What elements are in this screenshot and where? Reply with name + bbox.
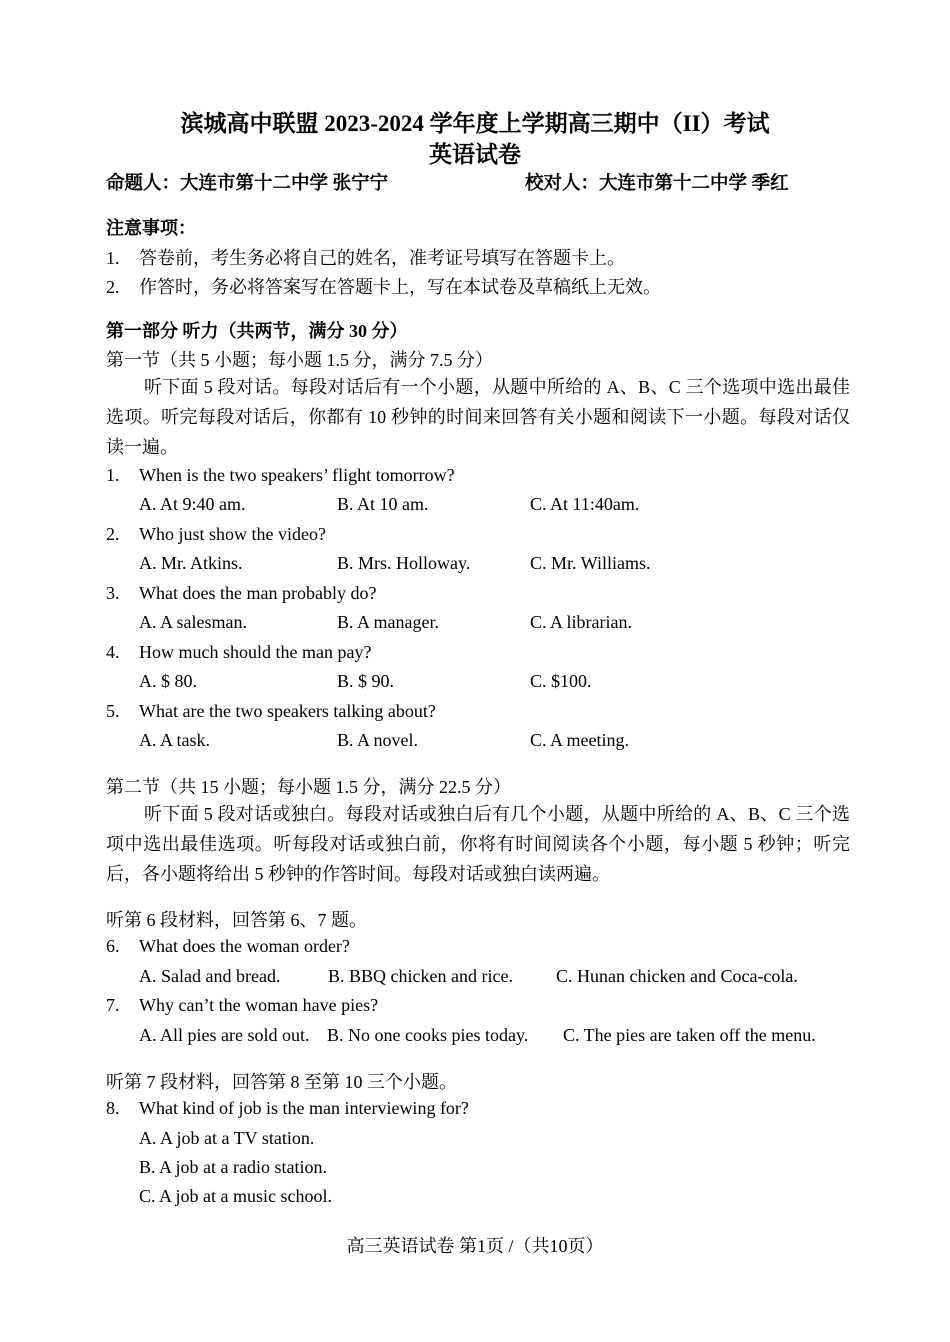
- exam-title: 滨城高中联盟 2023-2024 学年度上学期高三期中（II）考试: [180, 111, 770, 136]
- question-text: What does the woman order?: [139, 936, 350, 956]
- option-a: A. A task.: [139, 730, 211, 750]
- option-b: B. A novel.: [337, 730, 419, 750]
- question: [106, 465, 455, 486]
- question-number: 2.: [106, 524, 120, 544]
- option-a: A. Mr. Atkins.: [139, 553, 243, 573]
- section1-instructions: 听下面 5 段对话。每段对话后有一个小题，从题中所给的 A、B、C 三个选项中选出最佳选项。听完每段对话后，你都有 10 秒钟的时间来回答有关小题和阅读下一小题。每段对话仅读一遍。: [106, 377, 850, 457]
- option-c: C. Mr. Williams.: [530, 553, 651, 573]
- option-b: B. No one cooks pies today.: [327, 1025, 529, 1045]
- option-b: B. At 10 am.: [337, 494, 429, 514]
- section2-instructions: 听下面 5 段对话或独白。每段对话或独白后有几个小题，从题中所给的 A、B、C 三个选项中选出最佳选项。听每段对话或独白前，你将有时间阅读各个小题，每小题 5 秒钟；听完后，各小题将给出 5 秒钟的作答时间。每段对话或独白读两遍。: [106, 804, 850, 884]
- question: [106, 642, 371, 663]
- notes-heading: 注意事项：: [106, 218, 196, 238]
- note-number: 2.: [106, 277, 120, 297]
- question: [106, 1098, 469, 1119]
- option-b: B. BBQ chicken and rice.: [328, 966, 513, 986]
- option-a: A. At 9:40 am.: [139, 494, 246, 514]
- question-text: What does the man probably do?: [139, 583, 377, 603]
- material7-heading: 听第 7 段材料，回答第 8 至第 10 三个小题。: [106, 1072, 457, 1092]
- question-number: 1.: [106, 465, 120, 485]
- question-text: Who just show the video?: [139, 524, 326, 544]
- question-text: Why can’t the woman have pies?: [139, 995, 379, 1015]
- option-b: B. Mrs. Holloway.: [337, 553, 471, 573]
- option-c: C. At 11:40am.: [530, 494, 640, 514]
- question-number: 5.: [106, 701, 120, 721]
- option-c: C. A job at a music school.: [139, 1186, 332, 1206]
- question-text: When is the two speakers’ flight tomorrow?: [139, 465, 455, 485]
- question-number: 6.: [106, 936, 120, 956]
- option-a: A. A job at a TV station.: [139, 1128, 315, 1148]
- option-a: A. A salesman.: [139, 612, 247, 632]
- option-b: B. A job at a radio station.: [139, 1157, 327, 1177]
- option-c: C. $100.: [530, 671, 592, 691]
- exam-subject-title: 英语试卷: [429, 142, 521, 167]
- part1-heading: 第一部分 听力（共两节，满分 30 分）: [106, 321, 408, 341]
- option-c: C. Hunan chicken and Coca-cola.: [556, 966, 798, 986]
- question-number: 7.: [106, 995, 120, 1015]
- question: [106, 936, 350, 957]
- note-text: 作答时，务必将答案写在答题卡上，写在本试卷及草稿纸上无效。: [139, 277, 661, 297]
- option-a: A. $ 80.: [139, 671, 197, 691]
- note-text: 答卷前，考生务必将自己的姓名，准考证号填写在答题卡上。: [139, 248, 625, 268]
- option-c: C. A meeting.: [530, 730, 629, 750]
- note-item: [106, 273, 661, 299]
- question-number: 4.: [106, 642, 120, 662]
- question-number: 3.: [106, 583, 120, 603]
- option-b: B. A manager.: [337, 612, 439, 632]
- option-b: B. $ 90.: [337, 671, 395, 691]
- question-text: How much should the man pay?: [139, 642, 372, 662]
- material6-heading: 听第 6 段材料，回答第 6、7 题。: [106, 910, 367, 930]
- section2-heading: 第二节（共 15 小题；每小题 1.5 分，满分 22.5 分）: [106, 777, 511, 797]
- option-c: C. The pies are taken off the menu.: [563, 1025, 816, 1045]
- page-footer: 高三英语试卷 第1页 /（共10页）: [346, 1236, 604, 1256]
- section1-heading: 第一节（共 5 小题；每小题 1.5 分，满分 7.5 分）: [106, 350, 493, 370]
- author-line: 命题人：大连市第十二中学 张宁宁: [106, 174, 389, 194]
- question: [106, 701, 436, 722]
- question-text: What are the two speakers talking about?: [139, 701, 436, 721]
- question-text: What kind of job is the man interviewing for?: [139, 1098, 469, 1118]
- option-a: A. All pies are sold out.: [139, 1025, 310, 1045]
- note-item: [106, 244, 625, 270]
- question: [106, 995, 378, 1016]
- question: [106, 583, 376, 604]
- option-a: A. Salad and bread.: [139, 966, 281, 986]
- proofreader-line: 校对人：大连市第十二中学 季红: [525, 174, 789, 194]
- question: [106, 524, 326, 545]
- note-number: 1.: [106, 248, 120, 268]
- option-c: C. A librarian.: [530, 612, 632, 632]
- question-number: 8.: [106, 1098, 120, 1118]
